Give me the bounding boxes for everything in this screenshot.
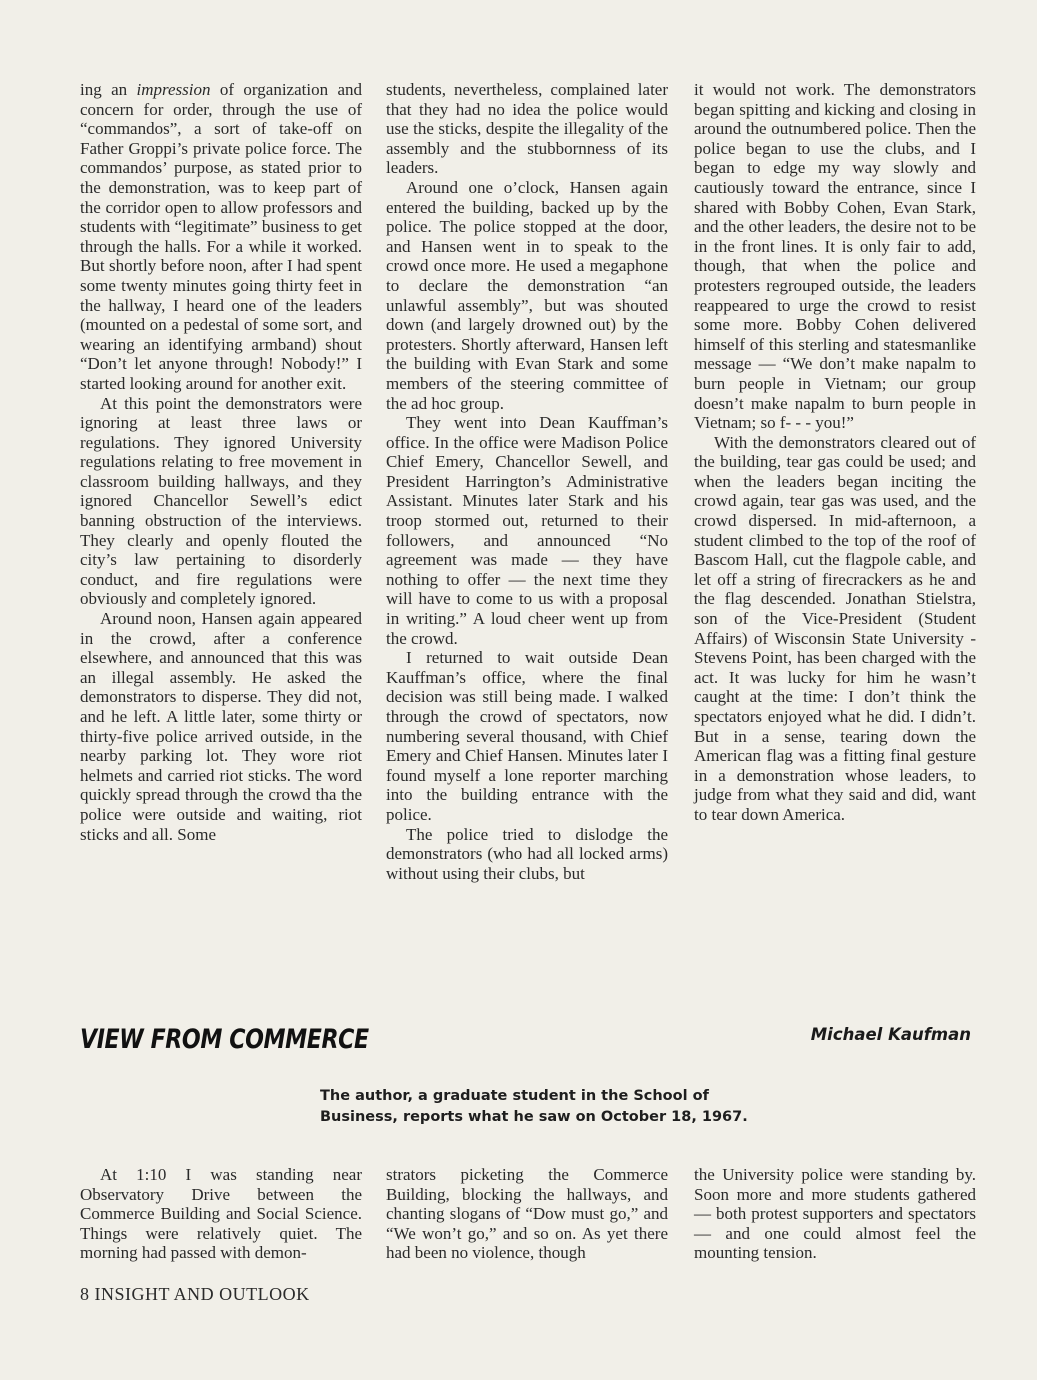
paragraph: They went into Dean Kauffman’s office. In the office were Madison Police Chief Emery, Chancellor Sewell, and President Harrington’s Administrative Assistant. Minutes later Stark and his troop stormed out, returned to their followers, and announced “No agreement was made — they have nothing to offer — the next time they will have to come to us with a proposal in writing.” A loud cheer went up from the crowd. (386, 413, 668, 648)
paragraph: Around noon, Hansen again appeared in the crowd, after a conference elsewhere, and announced that this was an illegal assembly. He asked the demonstrators to disperse. They did not, and he left. A little later, some thirty or thirty-five police arrived outside, in the nearby parking lot. They wore riot helmets and carried riot sticks. The word quickly spread through the crowd tha the police were outside and waiting, riot sticks and all. Some (80, 609, 362, 844)
paragraph: strators picketing the Commerce Building, blocking the hallways, and chanting slogans of “Dow must go,” and “We won’t go,” and so on. As yet there had been no violence, though (386, 1165, 668, 1263)
section-title: VIEW FROM COMMERCE (80, 1024, 369, 1055)
paragraph: it would not work. The demonstrators began spitting and kicking and closing in around the outnumbered police. Then the police began to use the clubs, and I began to edge my way slowly and cautiously toward the entrance, since I shared with Bobby Cohen, Evan Stark, and the other leaders, the desire not to be in the front lines. It is only fair to add, though, that when the police and protesters regrouped outside, the leaders reappeared to urge the crowd to resist some more. Bobby Cohen delivered himself of this sterling and statesmanlike message — “We don’t make napalm to burn people in Vietnam; our group doesn’t make napalm to burn people in Vietnam; so f- - - you!” (694, 80, 976, 433)
paragraph: With the demonstrators cleared out of the building, tear gas could be used; and when the leaders began inciting the crowd again, tear gas was used, and the crowd dispersed. In mid-afternoon, a student climbed to the top of the roof of Bascom Hall, cut the flagpole cable, and let off a string of firecrackers as he and the flag descended. Jonathan Stielstra, son of the Vice-President (Student Affairs) of Wisconsin State University - Stevens Point, has been charged with the act. It was lucky for him he wasn’t caught at the time: I don’t think the spectators enjoyed what he did. I didn’t. But in a sense, tearing down the American flag was a fitting final gesture in a demonstration whose leaders, to judge from what they said and did, want to tear down America. (694, 432, 976, 824)
intro-line: The author, a graduate student in the School of (320, 1088, 709, 1104)
author-byline: Michael Kaufman (810, 1025, 971, 1044)
article-column-2 (386, 1165, 668, 1263)
paragraph: the University police were standing by. Soon more and more students gathered — both protest supporters and spectators — and one could almost feel the mounting tension. (694, 1165, 976, 1263)
paragraph: students, nevertheless, complained later that they had no idea the police would use the sticks, despite the illegality of the assembly and the stubbornness of its leaders. (386, 80, 668, 178)
intro-line: Business, reports what he saw on October 18, 1967. (320, 1109, 748, 1125)
paragraph: The police tried to dislodge the demonstrators (who had all locked arms) without using their clubs, but (386, 824, 668, 883)
paragraph: At this point the demonstrators were ignoring at least three laws or regulations. They ignored University regulations relating to free movement in classroom building hallways, and they ignored Chancellor Sewell’s edict banning obstruction of the interviews. They clearly and openly flouted the city’s law pertaining to disorderly conduct, and fire regulations were obviously and completely ignored. (80, 393, 362, 609)
article-intro (320, 1086, 760, 1128)
article-column-1 (80, 1165, 362, 1263)
article-column-3 (694, 1165, 976, 1263)
paragraph: Around one o’clock, Hansen again entered the building, backed up by the police. The police stopped at the door, and Hansen went in to speak to the crowd once more. He used a megaphone to declare the demonstration “an unlawful assembly”, but was shouted down (and largely drowned out) by the protesters. Shortly afterward, Hansen left the building with Evan Stark and some members of the steering committee of the ad hoc group. (386, 177, 668, 413)
page-footer: 8 INSIGHT AND OUTLOOK (80, 1284, 310, 1304)
paragraph: ing an impression of organization and concern for order, through the use of “commandos”, a sort of take-off on Father Groppi’s private police force. The commandos’ purpose, as stated prior to the demonstration, was to keep part of the corridor open to allow professors and students with “legitimate” business to get through the halls. For a while it worked. But shortly before noon, after I had spent some twenty minutes going thirty feet in the hallway, I heard one of the leaders (mounted on a pedestal of some sort, and wearing an identifying armband) shout “Don’t let anyone through! Nobody!” I started looking around for another exit. (80, 80, 362, 393)
paragraph: At 1:10 I was standing near Observatory Drive between the Commerce Building and Social Science. Things were relatively quiet. The morning had passed with demon- (80, 1165, 362, 1263)
article-column-3 (694, 80, 976, 825)
article-column-2 (386, 80, 668, 883)
article-column-1 (80, 80, 362, 844)
paragraph: I returned to wait outside Dean Kauffman’s office, where the final decision was still being made. I walked through the crowd of spectators, now numbering several thousand, with Chief Emery and Chief Hansen. Minutes later I found myself a lone reporter marching into the building entrance with the police. (386, 648, 668, 824)
